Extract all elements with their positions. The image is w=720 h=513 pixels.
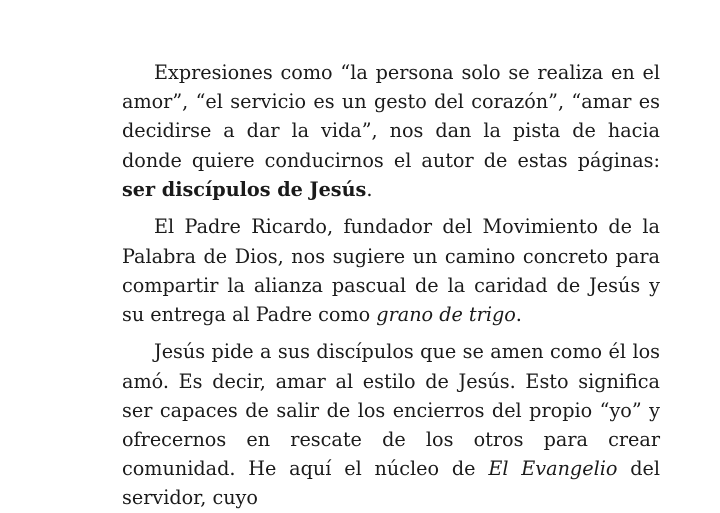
paragraph-2-italic-phrase: grano de trigo — [376, 302, 516, 326]
paragraph-2-text: El Padre Ricardo, fundador del Movimiento de la Palabra de Dios, nos sugiere un camino concreto para compartir la alianza pascual de la caridad de Jesús y su entrega al Padre como — [122, 215, 660, 326]
paragraph-1 — [122, 58, 660, 204]
paragraph-1-bold-phrase: ser discípulos de Jesús — [122, 177, 367, 201]
paragraph-3-continuation: del servidor, cuyo — [122, 457, 661, 510]
paragraph-3 — [122, 337, 660, 512]
body-text — [122, 58, 660, 513]
paragraph-2 — [122, 212, 660, 329]
paragraph-3-italic-title: El Evangelio — [488, 457, 618, 481]
paragraph-3-text: Jesús pide a sus discípulos que se amen como él los amó. Es decir, amar al estilo de Jesús. Esto significa ser capaces de salir de los encierros del propio “yo” y ofrecernos en rescate de los otros para crear comunidad. He aquí el núcleo de — [122, 340, 660, 481]
paragraph-1-text: Expresiones como “la persona solo se realiza en el amor”, “el servicio es un gesto del corazón”, “amar es decidirse a dar la vida”, nos dan la pista de hacia donde quiere conducirnos el autor de estas páginas: — [122, 61, 660, 172]
paragraph-1-end: . — [366, 177, 373, 201]
paragraph-2-end: . — [515, 302, 522, 326]
